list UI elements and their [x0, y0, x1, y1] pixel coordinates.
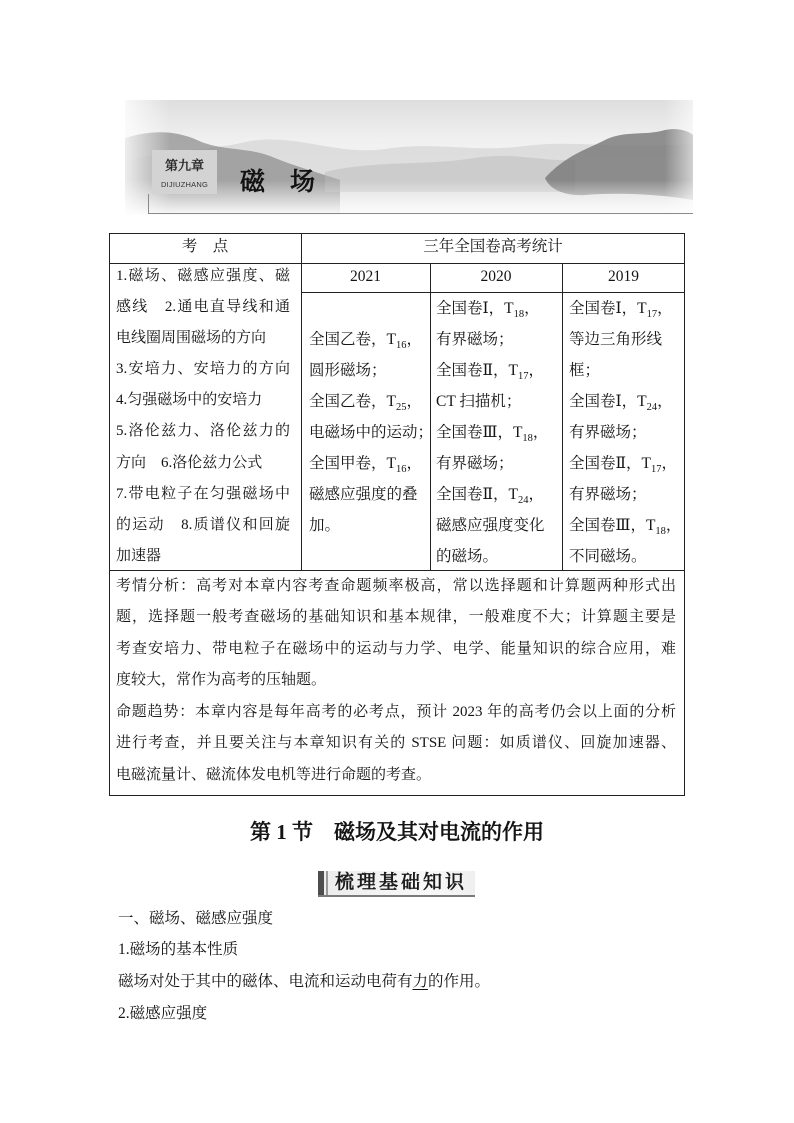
stat-sub: 24 — [646, 401, 658, 413]
stat-sub: 25 — [395, 401, 407, 413]
stat-text: ， — [524, 299, 540, 317]
stat-line — [436, 355, 548, 386]
stat-line: CT 扫描机； — [436, 392, 522, 410]
body-text — [118, 903, 490, 1030]
analysis-line: 进行考查，并且要关注与本章知识有关的 STSE 问题：如质谱仪、回旋加速器、 — [116, 735, 676, 751]
stat-line: 磁感应强度的叠 — [309, 485, 418, 503]
stat-text: ， — [661, 454, 678, 472]
topic-line: 7.带电粒子在匀强磁场中 — [116, 485, 290, 502]
topic-line: 3.安培力、安培力的方向 — [116, 361, 290, 378]
analysis-line: 度较大，常作为高考的压轴题。 — [116, 672, 327, 688]
banner-bracket-vertical — [148, 194, 149, 213]
stat-text: ， — [657, 299, 673, 317]
chapter-pinyin: DIJIUZHANG — [161, 180, 208, 189]
topic-line: 感线 2.通电直导线和通 — [116, 299, 290, 316]
stat-line: 电磁场中的运动； — [309, 423, 434, 441]
stat-text: 全国卷Ⅱ，T — [436, 486, 519, 504]
stat-line: 磁感应强度变化 — [436, 517, 545, 535]
stat-text: ， — [406, 454, 422, 472]
chapter-title: 磁 场 — [240, 168, 316, 196]
body-paragraph — [118, 966, 490, 998]
stat-text: ， — [665, 517, 682, 535]
header-topics: 考 点 — [181, 238, 229, 255]
analysis-block — [116, 571, 676, 792]
stat-line: 圆形磁场； — [309, 361, 387, 379]
topic-line: 加速器 — [116, 547, 162, 564]
topics-column — [116, 261, 290, 572]
stat-text: 全国卷Ⅱ，T — [436, 361, 519, 379]
stat-line — [309, 386, 433, 417]
stat-line — [309, 448, 433, 479]
topic-line: 5.洛伦兹力、洛伦兹力的 — [116, 423, 290, 440]
analysis-line: 题，选择题一般考查磁场的基础知识和基本规律，一般难度不大；计算题主要是 — [116, 609, 676, 625]
stats-2021-column — [309, 324, 433, 542]
stat-line: 不同磁场。 — [569, 548, 647, 566]
stat-line — [569, 386, 681, 417]
stat-line — [569, 510, 681, 541]
stat-text: 全国乙卷，T — [309, 392, 396, 410]
stat-text: ， — [528, 361, 545, 379]
stats-2019-column — [569, 293, 681, 573]
topic-line: 的运动 8.质谱仪和回旋 — [116, 516, 290, 533]
chapter-number: 第九章 — [164, 158, 204, 173]
heading-bar-light — [326, 871, 328, 895]
stat-text: 全国卷Ⅲ，T — [436, 423, 523, 441]
year-2021: 2021 — [350, 268, 381, 285]
banner-underline — [148, 213, 693, 214]
analysis-line: 考查安培力、带电粒子在磁场中的运动与力学、电学、能量知识的综合应用，难 — [116, 640, 676, 657]
stat-text: ， — [406, 392, 422, 410]
stat-text: ， — [406, 330, 422, 348]
stat-line: 加。 — [309, 517, 341, 535]
stat-line: 有界磁场； — [436, 454, 514, 472]
analysis-line: 考情分析：高考对本章内容考查命题频率极高，常以选择题和计算题两种形式出 — [116, 577, 676, 594]
stat-line — [569, 448, 681, 479]
topic-line: 方向 6.洛伦兹力公式 — [116, 454, 263, 471]
stat-text: 全国甲卷，T — [309, 454, 396, 472]
stat-line: 的磁场。 — [436, 548, 499, 566]
stat-line — [436, 293, 548, 324]
stat-text: ， — [528, 486, 545, 504]
analysis-line: 命题趋势：本章内容是每年高考的必考点，预计 2023 年的高考仍会以上面的分析 — [116, 703, 676, 720]
body-text-part: 磁场对处于其中的磁体、电流和运动电荷有 — [118, 972, 413, 990]
body-item: 2.磁感应强度 — [118, 1004, 208, 1022]
stat-line: 等边三角形线 — [569, 330, 663, 348]
body-heading: 一、磁场、磁感应强度 — [118, 909, 274, 927]
stat-line — [569, 293, 681, 324]
stat-sub: 17 — [518, 370, 529, 382]
heading-bar-dark — [318, 871, 324, 895]
stat-line: 有界磁场； — [569, 423, 647, 441]
stat-sub: 17 — [646, 308, 658, 320]
body-item: 1.磁场的基本性质 — [118, 941, 239, 959]
stat-text: ， — [657, 392, 673, 410]
stat-sub: 18 — [522, 432, 533, 444]
analysis-line: 电磁流量计、磁流体发电机等进行命题的考查。 — [116, 766, 432, 783]
subsection-heading: 梳理基础知识 — [335, 872, 468, 893]
underlined-blank-answer: 力 — [412, 972, 429, 990]
stats-2020-column — [436, 293, 548, 573]
year-2019: 2019 — [608, 268, 639, 285]
table-rule — [562, 263, 563, 570]
stat-line: 有界磁场； — [436, 330, 514, 348]
stat-text: 全国卷Ⅱ，T — [569, 454, 652, 472]
stat-text: 全国卷Ⅰ，T — [569, 392, 647, 410]
stat-line — [436, 479, 548, 510]
stat-line — [436, 417, 548, 448]
stat-sub: 16 — [395, 463, 407, 475]
stat-sub: 24 — [518, 495, 529, 507]
stat-line: 有界磁场； — [569, 486, 647, 504]
subsection-heading-box — [318, 871, 475, 897]
body-text-part: 的作用。 — [428, 972, 491, 990]
stat-sub: 18 — [655, 526, 666, 538]
topic-line: 1.磁场、磁感应强度、磁 — [116, 268, 290, 284]
stat-line: 框； — [569, 361, 601, 379]
year-2020: 2020 — [480, 268, 512, 285]
stat-text: 全国卷Ⅰ，T — [569, 299, 647, 317]
stat-sub: 16 — [395, 339, 407, 351]
section-title: 第 1 节 磁场及其对电流的作用 — [250, 820, 544, 844]
stat-text: 全国卷Ⅰ，T — [436, 299, 514, 317]
stat-line — [309, 324, 433, 355]
stat-sub: 18 — [513, 308, 525, 320]
stat-text: ， — [532, 423, 549, 441]
header-stats: 三年全国卷高考统计 — [423, 238, 563, 255]
stat-text: 全国卷Ⅲ，T — [569, 517, 656, 535]
stat-text: 全国乙卷，T — [309, 330, 396, 348]
chapter-label-box — [152, 150, 217, 194]
topic-line: 电线圈周围磁场的方向 — [116, 330, 267, 347]
topic-line: 4.匀强磁场中的安培力 — [116, 392, 263, 409]
stat-sub: 17 — [651, 463, 662, 475]
